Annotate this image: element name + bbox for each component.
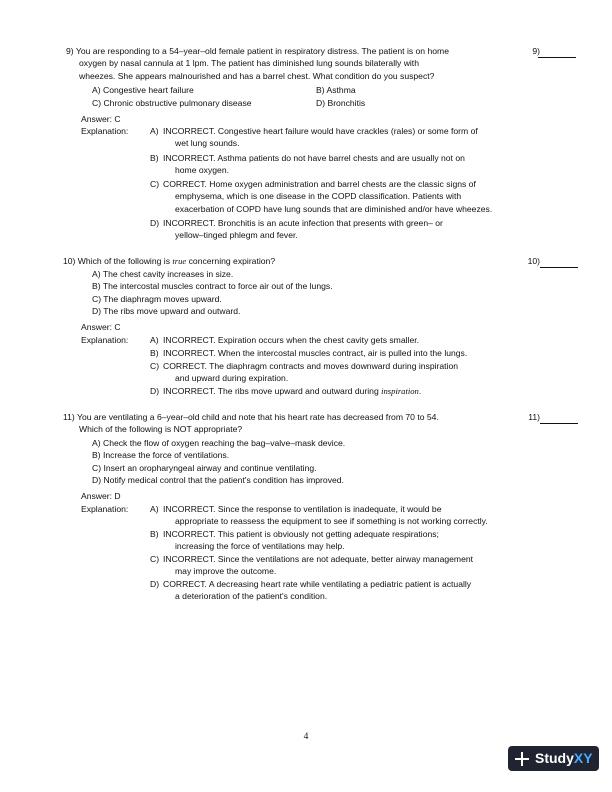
explanation-text	[150, 553, 522, 578]
explanation-line: wet lung sounds.	[175, 138, 240, 149]
explanation-letter: A)	[150, 335, 159, 345]
explanation-text: INCORRECT. When the intercostal muscles contract, air is pulled into the lungs.	[163, 348, 468, 358]
option-d: D) The ribs move upward and outward.	[92, 306, 241, 316]
brand-main: Study	[535, 750, 574, 767]
option-a: A) Congestive heart failure	[92, 85, 194, 95]
explanation-text	[150, 360, 522, 385]
explanation-line: emphysema, which is one disease in the COPD classification. Patients with	[175, 191, 462, 202]
explanation-item	[150, 503, 522, 528]
stem-line: wheezes. She appears malnourished and has a barrel chest. What condition do you suspect?	[79, 70, 435, 81]
explanation-line: increasing the force of ventilations may help.	[175, 541, 345, 552]
explanation-line: INCORRECT. Since the response to ventilation is inadequate, it would be	[163, 504, 442, 514]
explanation-line: INCORRECT. Bronchitis is an acute infection that presents with green– or	[163, 218, 443, 228]
explanation-line: CORRECT. Home oxygen administration and barrel chests are the classic signs of	[163, 179, 476, 189]
explanation-line: INCORRECT. Asthma patients do not have barrel chests and are usually not on	[163, 153, 465, 163]
answer-key: Answer: D	[81, 491, 121, 501]
explanation-item	[150, 578, 522, 603]
explanation-label: Explanation:	[81, 504, 129, 514]
explanation-item	[150, 178, 522, 215]
stem-emphasis: true	[172, 256, 187, 266]
explanation-line: INCORRECT. The ribs move upward and outward during	[163, 386, 382, 396]
explanation-item	[150, 347, 522, 359]
studyxy-badge[interactable]	[508, 746, 599, 771]
explanation-label: Explanation:	[81, 126, 129, 136]
option-b: B) The intercostal muscles contract to force air out of the lungs.	[92, 281, 333, 291]
explanation-label: Explanation:	[81, 335, 129, 345]
answer-key: Answer: C	[81, 114, 121, 124]
explanation-letter: A)	[150, 126, 159, 136]
explanation-item	[150, 334, 522, 346]
explanation-line: a deterioration of the patient's condition.	[175, 591, 328, 602]
option-b: B) Asthma	[316, 85, 356, 95]
explanation-item	[150, 217, 522, 242]
explanation-letter: A)	[150, 504, 159, 514]
explanation-text	[150, 152, 522, 177]
option-a: A) The chest cavity increases in size.	[92, 269, 234, 279]
explanation-letter: D)	[150, 386, 160, 396]
stem-text: concerning expiration?	[186, 256, 276, 266]
question-9-number: 9)	[532, 46, 540, 56]
explanation-text: INCORRECT. Expiration occurs when the chest cavity gets smaller.	[163, 335, 419, 345]
explanation-item	[150, 152, 522, 177]
option-c: C) The diaphragm moves upward.	[92, 294, 222, 304]
stem-text: 10) Which of the following is	[63, 256, 173, 266]
question-10-stem	[63, 255, 511, 267]
option-a: A) Check the flow of oxygen reaching the bag–valve–mask device.	[92, 438, 346, 448]
question-10-number: 10)	[527, 256, 540, 266]
page-number: 4	[303, 732, 309, 742]
explanation-line: may improve the outcome.	[175, 566, 277, 577]
explanation-line: exacerbation of COPD have lung sounds that are diminished and/or have wheezes.	[175, 203, 493, 214]
explanation-line: INCORRECT. Congestive heart failure would have crackles (rales) or some form of	[163, 126, 478, 136]
explanation-line: INCORRECT. Since the ventilations are not adequate, better airway management	[163, 554, 474, 564]
explanation-line: home oxygen.	[175, 165, 229, 176]
question-9-stem	[66, 45, 514, 82]
answer-blank-line	[538, 47, 576, 58]
explanation-letter: B)	[150, 153, 159, 163]
question-11-number: 11)	[528, 412, 540, 422]
explanation-line: INCORRECT. This patient is obviously not getting adequate respirations;	[163, 529, 439, 539]
stem-line: 9) You are responding to a 54–year–old female patient in respiratory distress. The patient is on home	[66, 46, 449, 56]
explanation-line: appropriate to reassess the equipment to see if something is not working correctly.	[175, 516, 488, 527]
explanation-line: and upward during expiration.	[175, 373, 289, 384]
explanation-text	[150, 217, 522, 242]
explanation-line: CORRECT. The diaphragm contracts and moves downward during inspiration	[163, 361, 459, 371]
option-c: C) Insert an oropharyngeal airway and continue ventilating.	[92, 463, 317, 473]
explanation-line: yellow–tinged phlegm and fever.	[175, 230, 298, 241]
explanation-item	[150, 360, 522, 385]
option-b: B) Increase the force of ventilations.	[92, 450, 230, 460]
option-d: D) Bronchitis	[316, 98, 366, 108]
explanation-letter: D)	[150, 218, 160, 228]
answer-blank-line	[540, 413, 578, 424]
option-d: D) Notify medical control that the patient's condition has improved.	[92, 475, 344, 485]
explanation-item	[150, 125, 522, 150]
plus-icon	[515, 752, 529, 766]
explanation-letter: C)	[150, 361, 160, 371]
explanation-emphasis: inspiration	[381, 386, 419, 396]
explanation-text	[150, 578, 522, 603]
explanation-line: .	[418, 386, 422, 396]
explanation-text	[150, 178, 522, 215]
answer-blank-line	[540, 257, 578, 268]
explanation-text	[150, 385, 522, 397]
explanation-text	[150, 125, 522, 150]
explanation-item	[150, 553, 522, 578]
explanation-text	[150, 503, 522, 528]
brand-name	[535, 750, 593, 767]
explanation-letter: C)	[150, 554, 160, 564]
explanation-text	[150, 528, 522, 553]
explanation-letter: B)	[150, 348, 159, 358]
option-c: C) Chronic obstructive pulmonary disease	[92, 98, 252, 108]
stem-line: 11) You are ventilating a 6–year–old child and note that his heart rate has decreased from 70 to 54.	[63, 412, 439, 422]
explanation-letter: B)	[150, 529, 159, 539]
brand-accent: XY	[573, 750, 593, 767]
explanation-item	[150, 528, 522, 553]
explanation-letter: D)	[150, 579, 160, 589]
answer-key: Answer: C	[81, 322, 121, 332]
question-11-stem	[63, 411, 511, 436]
stem-line: Which of the following is NOT appropriate?	[79, 424, 243, 435]
stem-line: oxygen by nasal cannula at 1 lpm. The patient has diminished lung sounds bilaterally with	[79, 58, 419, 69]
explanation-letter: C)	[150, 179, 160, 189]
explanation-line: CORRECT. A decreasing heart rate while ventilating a pediatric patient is actually	[163, 579, 472, 589]
explanation-item	[150, 385, 522, 397]
